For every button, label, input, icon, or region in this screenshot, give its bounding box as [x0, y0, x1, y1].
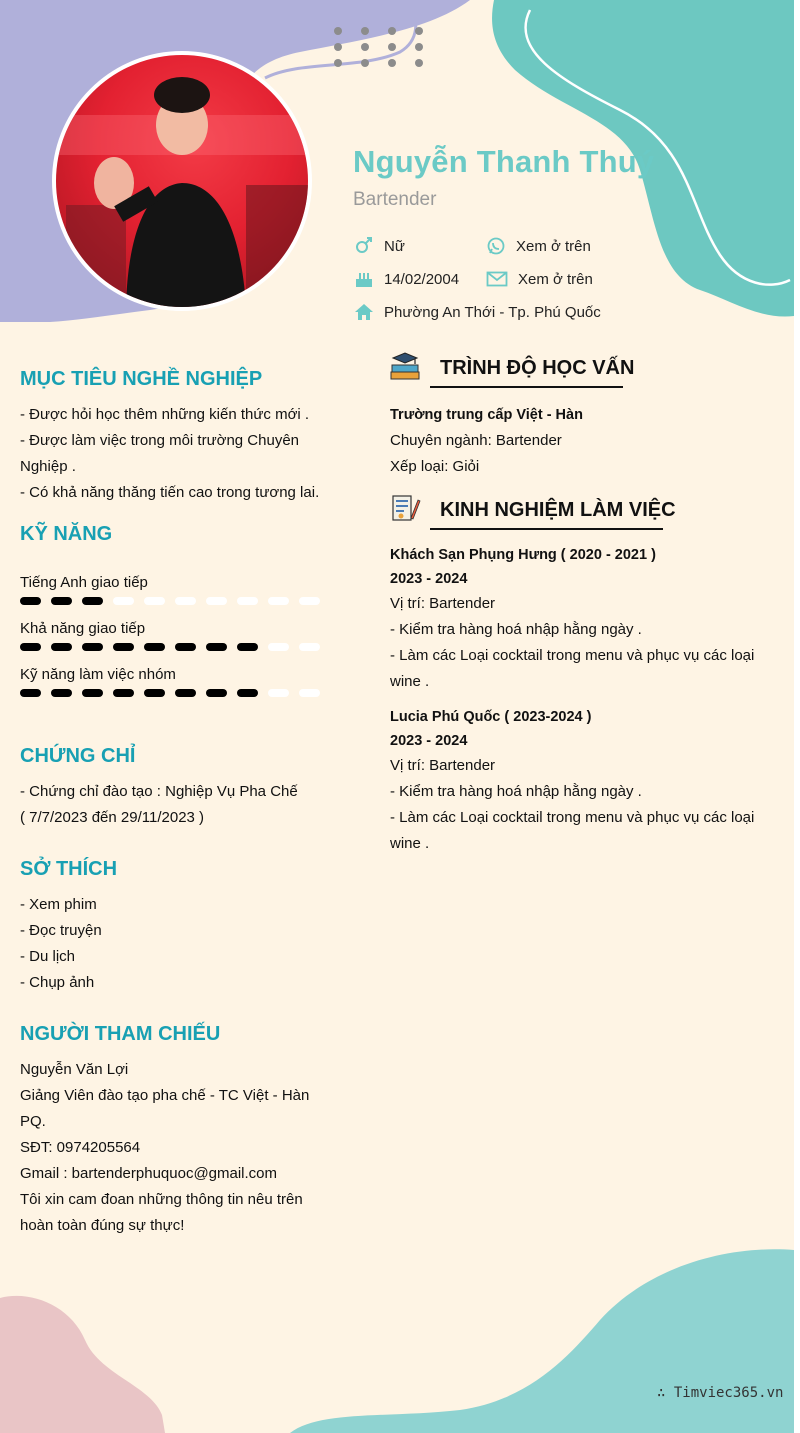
phone-value: Xem ở trên	[516, 237, 591, 255]
objective-line: - Được hỏi học thêm những kiến thức mới .	[20, 406, 310, 423]
skill-segment-empty	[299, 689, 320, 697]
reference-line: PQ.	[20, 1113, 46, 1130]
skill-segment-filled	[51, 597, 72, 605]
certificate-line: ( 7/7/2023 đến 29/11/2023 )	[20, 809, 205, 826]
job-duty: - Làm các Loại cocktail trong menu và phục vụ các loại	[390, 809, 755, 826]
gender-value: Nữ	[384, 237, 405, 255]
email-value: Xem ở trên	[518, 270, 593, 288]
skill-segment-empty	[144, 597, 165, 605]
skill-segment-filled	[113, 689, 134, 697]
objective-line: Nghiệp .	[20, 458, 76, 475]
hobbies-text	[20, 892, 102, 996]
candidate-title: Bartender	[353, 189, 437, 210]
education-rank: Xếp loại: Giỏi	[390, 458, 480, 475]
skill-label: Khả năng giao tiếp	[20, 620, 146, 637]
job-entry	[390, 705, 754, 857]
skill-segment-empty	[268, 689, 289, 697]
hobby-item: - Xem phim	[20, 896, 97, 913]
job-entry	[390, 543, 754, 695]
skill-segment-empty	[299, 643, 320, 651]
birthday-value: 14/02/2004	[384, 270, 460, 288]
watermark: ∴ Timviec365.vn	[657, 1385, 784, 1401]
job-duty: - Kiểm tra hàng hoá nhập hằng ngày .	[390, 783, 642, 800]
skill-segment-filled	[82, 689, 103, 697]
reference-line: Tôi xin cam đoan những thông tin nêu trên	[20, 1191, 303, 1208]
education-major: Chuyên ngành: Bartender	[390, 432, 562, 449]
reference-line: SĐT: 0974205564	[20, 1139, 141, 1156]
skill-segment-empty	[268, 597, 289, 605]
hobby-item: - Đọc truyện	[20, 922, 102, 939]
objective-heading: MỤC TIÊU NGHỀ NGHIỆP	[20, 368, 263, 390]
job-period: 2023 - 2024	[390, 733, 468, 749]
references-heading: NGƯỜI THAM CHIẾU	[20, 1023, 221, 1045]
objective-text	[20, 402, 319, 506]
profile-photo	[52, 51, 312, 311]
pink-blob	[0, 1296, 165, 1433]
reference-line: hoàn toàn đúng sự thực!	[20, 1217, 185, 1234]
reference-line: Nguyễn Văn Lợi	[20, 1061, 129, 1078]
skill-segment-filled	[82, 643, 103, 651]
job-period: 2023 - 2024	[390, 571, 468, 587]
job-company: Khách Sạn Phụng Hưng ( 2020 - 2021 )	[390, 547, 656, 563]
skill-segment-empty	[237, 597, 258, 605]
skill-segment-filled	[20, 689, 41, 697]
skills-heading: KỸ NĂNG	[20, 523, 113, 545]
education-details	[390, 402, 583, 480]
skill-segment-filled	[20, 643, 41, 651]
skill-label: Kỹ năng làm việc nhóm	[20, 666, 176, 683]
hobbies-heading: SỞ THÍCH	[20, 858, 118, 880]
job-company: Lucia Phú Quốc ( 2023-2024 )	[390, 709, 592, 725]
skill-segment-filled	[51, 643, 72, 651]
certificates-heading: CHỨNG CHỈ	[20, 745, 136, 767]
skill-segment-empty	[299, 597, 320, 605]
skill-segment-empty	[268, 643, 289, 651]
skill-segment-filled	[82, 597, 103, 605]
certificates-text	[20, 779, 298, 831]
experience-heading: KINH NGHIỆM LÀM VIỆC	[440, 499, 676, 521]
skill-segment-filled	[113, 643, 134, 651]
skill-segment-filled	[144, 643, 165, 651]
work-experience-icon	[389, 492, 421, 524]
skill-bar	[20, 595, 320, 607]
teal-blob-bottom	[290, 1249, 794, 1433]
job-duty: - Làm các Loại cocktail trong menu và phục vụ các loại	[390, 647, 755, 664]
skill-label: Tiếng Anh giao tiếp	[20, 574, 148, 591]
envelope-icon	[486, 269, 508, 289]
skill-bar	[20, 687, 320, 699]
birthday-row	[354, 269, 459, 289]
skill-segment-filled	[175, 643, 196, 651]
skill-segment-filled	[175, 689, 196, 697]
skill-segment-filled	[206, 689, 227, 697]
references-text	[20, 1057, 309, 1239]
skill-segment-filled	[237, 689, 258, 697]
skill-segment-filled	[144, 689, 165, 697]
hobby-item: - Du lịch	[20, 948, 76, 965]
gender-icon	[354, 236, 374, 256]
job-duty: wine .	[390, 835, 430, 852]
education-underline	[430, 386, 623, 388]
job-position: Vị trí: Bartender	[390, 595, 496, 612]
phone-row	[486, 236, 591, 256]
reference-line: Giảng Viên đào tạo pha chế - TC Việt - Hàn	[20, 1087, 310, 1104]
email-row	[486, 269, 593, 289]
hobby-item: - Chụp ảnh	[20, 974, 95, 991]
skill-segment-filled	[206, 643, 227, 651]
objective-line: - Được làm việc trong môi trường Chuyên	[20, 432, 300, 449]
graduation-books-icon	[389, 350, 421, 382]
objective-line: - Có khả năng thăng tiến cao trong tương lai.	[20, 484, 320, 501]
skill-segment-empty	[206, 597, 227, 605]
skill-segment-empty	[175, 597, 196, 605]
job-position: Vị trí: Bartender	[390, 757, 496, 774]
birthday-cake-icon	[354, 269, 374, 289]
address-value: Phường An Thới - Tp. Phú Quốc	[384, 303, 601, 321]
skill-bar	[20, 641, 320, 653]
skill-segment-filled	[20, 597, 41, 605]
reference-line: Gmail : bartenderphuquoc@gmail.com	[20, 1165, 278, 1182]
skill-segment-filled	[51, 689, 72, 697]
whatsapp-icon	[486, 236, 506, 256]
home-icon	[354, 302, 374, 322]
candidate-name: Nguyễn Thanh Thuý	[353, 144, 655, 179]
skill-segment-filled	[237, 643, 258, 651]
experience-underline	[430, 528, 663, 530]
certificate-line: - Chứng chỉ đào tạo : Nghiệp Vụ Pha Chế	[20, 783, 298, 800]
job-duty: - Kiểm tra hàng hoá nhập hằng ngày .	[390, 621, 642, 638]
education-heading: TRÌNH ĐỘ HỌC VẤN	[440, 357, 635, 379]
job-duty: wine .	[390, 673, 430, 690]
school-name: Trường trung cấp Việt - Hàn	[390, 407, 583, 423]
address-row	[354, 302, 601, 322]
skill-segment-empty	[113, 597, 134, 605]
gender-row	[354, 236, 405, 256]
